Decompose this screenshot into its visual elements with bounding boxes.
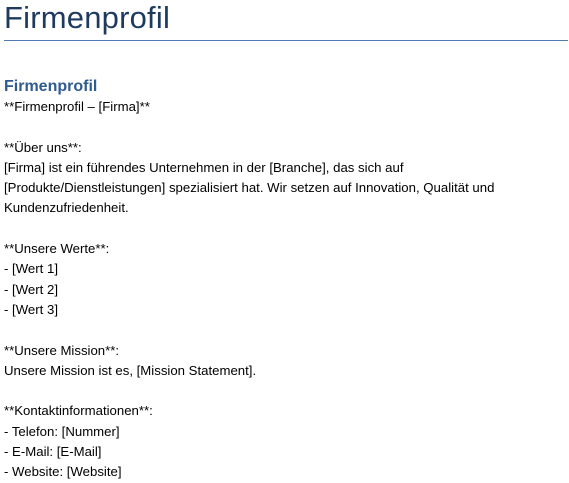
body-line-about-2: [Produkte/Dienstleistungen] spezialisiert hat. Wir setzen auf Innovation, Qualität und <box>4 180 495 196</box>
list-item-phone: - Telefon: [Nummer] <box>4 423 120 439</box>
list-item-value-3: - [Wert 3] <box>4 301 58 317</box>
body-line-contact-heading: **Kontaktinformationen**: <box>4 403 153 419</box>
title-underline-rule <box>4 40 568 41</box>
body-line-values-heading: **Unsere Werte**: <box>4 241 110 257</box>
document-title: Firmenprofil <box>4 0 171 35</box>
blank-line <box>4 320 565 340</box>
list-item-value-2: - [Wert 2] <box>4 281 58 297</box>
list-item-value-1: - [Wert 1] <box>4 261 58 277</box>
blank-line <box>4 117 565 137</box>
list-item-website: - Website: [Website] <box>4 464 122 480</box>
body-line-bold-title: **Firmenprofil – [Firma]** <box>4 99 150 114</box>
body-line-mission-text: Unsere Mission ist es, [Mission Statement]. <box>4 362 257 378</box>
body-line-about-3: Kundenzufriedenheit. <box>4 200 129 216</box>
section-heading: Firmenprofil <box>4 78 98 95</box>
body-line-about-heading: **Über uns**: <box>4 139 82 155</box>
body-line-about-1: [Firma] ist ein führendes Unternehmen in der [Branche], das sich auf <box>4 159 404 175</box>
list-item-email: - E-Mail: [E-Mail] <box>4 444 102 460</box>
document-body <box>4 97 565 483</box>
blank-line <box>4 219 565 239</box>
body-line-mission-heading: **Unsere Mission**: <box>4 342 120 358</box>
blank-line <box>4 381 565 401</box>
